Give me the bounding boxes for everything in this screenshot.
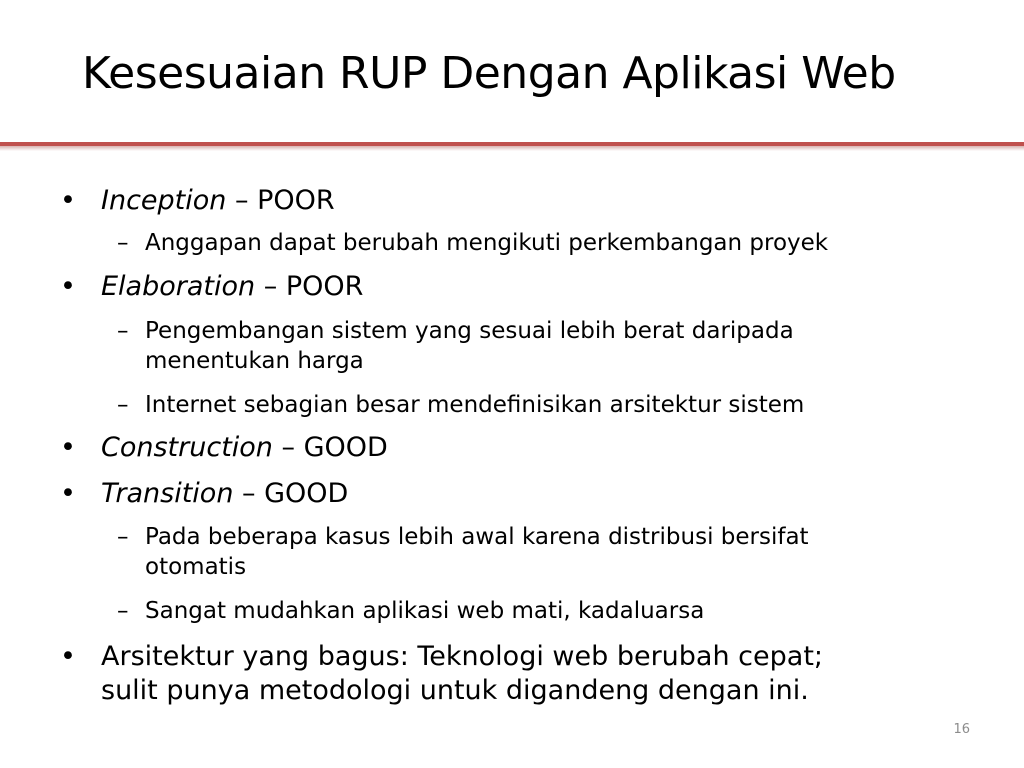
sub-bullet-text <box>145 522 809 582</box>
bullet-marker: • <box>60 185 76 216</box>
phase-rating: GOOD <box>264 478 349 509</box>
text-line: Pada beberapa kasus lebih awal karena distribusi bersifat <box>145 524 809 550</box>
dash-marker: – <box>117 318 129 344</box>
dash-marker: – <box>117 524 129 550</box>
sub-bullet-text: Internet sebagian besar mendefinisikan arsitektur sistem <box>145 392 805 418</box>
dash-marker: – <box>117 230 129 256</box>
bullet-marker: • <box>60 432 76 463</box>
text-line: sulit punya metodologi untuk digandeng dengan ini. <box>101 675 809 706</box>
phase-name: Construction <box>101 432 273 463</box>
phase-rating: GOOD <box>303 432 388 463</box>
sub-bullet-text: Sangat mudahkan aplikasi web mati, kadaluarsa <box>145 598 705 624</box>
bullet-marker: • <box>60 478 76 509</box>
bullet-text <box>101 431 388 465</box>
phase-name: Inception <box>101 185 227 216</box>
sub-bullet-text: Anggapan dapat berubah mengikuti perkembangan proyek <box>145 230 829 256</box>
slide-title: Kesesuaian RUP Dengan Aplikasi Web <box>82 48 896 99</box>
phase-name: Transition <box>101 478 234 509</box>
separator: – <box>226 185 258 216</box>
phase-name: Elaboration <box>101 271 256 302</box>
separator: – <box>255 271 286 302</box>
phase-rating: POOR <box>257 185 335 216</box>
bullet-text <box>101 184 335 218</box>
text-line: otomatis <box>145 554 247 580</box>
bullet-marker: • <box>60 641 76 672</box>
sub-bullet-text <box>145 316 794 376</box>
bullet-marker: • <box>60 271 76 302</box>
dash-marker: – <box>117 598 129 624</box>
bullet-text <box>101 640 823 708</box>
page-number: 16 <box>953 722 970 737</box>
separator: – <box>233 478 265 509</box>
phase-rating: POOR <box>285 271 364 302</box>
bullet-text <box>101 477 348 511</box>
bullet-text <box>101 270 363 304</box>
text-line: Arsitektur yang bagus: Teknologi web berubah cepat; <box>101 641 823 672</box>
text-line: Pengembangan sistem yang sesuai lebih berat daripada <box>145 318 794 344</box>
text-line: menentukan harga <box>145 348 364 374</box>
separator: – <box>272 432 304 463</box>
dash-marker: – <box>117 392 129 418</box>
